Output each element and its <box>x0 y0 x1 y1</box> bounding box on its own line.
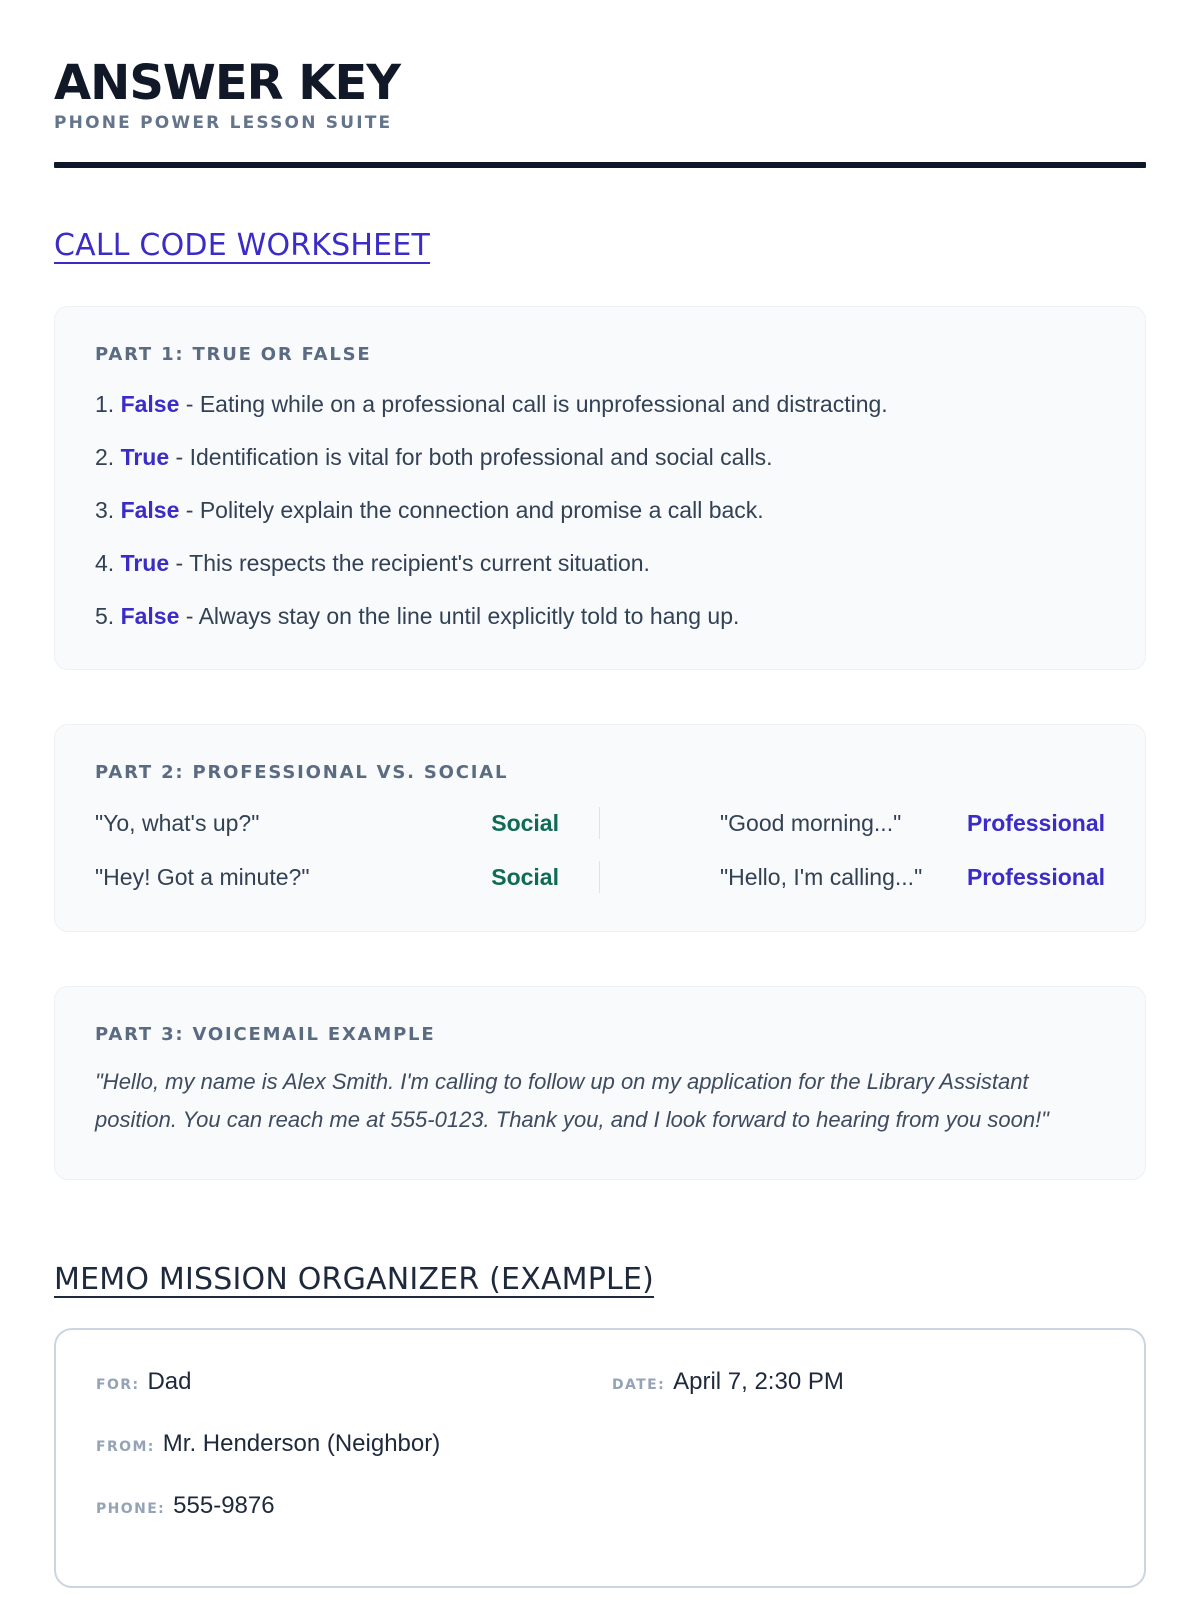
phrase-text: "Hello, I'm calling..." <box>720 863 923 890</box>
phrase-text: "Yo, what's up?" <box>95 809 260 836</box>
tf-item-explanation: - This respects the recipient's current situation. <box>169 550 650 576</box>
phrase-pair <box>95 807 600 839</box>
tf-item <box>95 442 1105 472</box>
tf-item-answer: False <box>120 603 180 629</box>
phrase-pair <box>600 861 1105 893</box>
memo-for-label: FOR: <box>96 1377 140 1393</box>
voicemail-example-text: "Hello, my name is Alex Smith. I'm calling to follow up on my application for the Library Assistant position. You can reach me at 555-0123. Thank you, and I look forward to hearing from you soon!" <box>95 1069 1049 1132</box>
tf-item-answer: True <box>120 444 170 470</box>
phrase-text: "Hey! Got a minute?" <box>95 863 310 890</box>
phrase-category: Professional <box>966 863 1105 890</box>
tf-item-number: 3. <box>95 497 115 523</box>
memo-from-label: FROM: <box>96 1439 155 1455</box>
phrase-category: Social <box>491 863 559 890</box>
tf-item-number: 4. <box>95 550 115 576</box>
tf-item-answer: False <box>120 391 180 417</box>
page-subtitle: PHONE POWER LESSON SUITE <box>54 113 393 133</box>
tf-item-explanation: - Always stay on the line until explicitly told to hang up. <box>179 603 740 629</box>
tf-item <box>95 495 1105 525</box>
tf-item <box>95 601 1105 631</box>
phrase-text: "Good morning..." <box>720 809 902 836</box>
phrase-pair <box>600 807 1105 839</box>
phrase-category: Professional <box>966 809 1105 836</box>
header-divider <box>54 162 1146 168</box>
memo-date-label: DATE: <box>612 1377 666 1393</box>
tf-item-answer: True <box>120 550 170 576</box>
part2-card <box>54 724 1146 932</box>
tf-item-explanation: - Politely explain the connection and promise a call back. <box>179 497 764 523</box>
memo-date-value: April 7, 2:30 PM <box>673 1368 844 1395</box>
part1-card <box>54 306 1146 670</box>
phrase-grid <box>95 807 1105 893</box>
page-header <box>54 0 1146 168</box>
memo-for-value: Dad <box>147 1368 192 1395</box>
tf-item-answer: False <box>120 497 180 523</box>
memo-organizer <box>54 1328 1146 1588</box>
tf-item <box>95 548 1105 578</box>
memo-phone-value: 555-9876 <box>173 1492 275 1519</box>
part3-card <box>54 986 1146 1180</box>
part1-label: PART 1: TRUE OR FALSE <box>95 344 372 365</box>
tf-item-explanation: - Identification is vital for both professional and social calls. <box>169 444 773 470</box>
phrase-category: Social <box>491 809 559 836</box>
memo-phone-label: PHONE: <box>96 1501 166 1517</box>
page-title: ANSWER KEY <box>54 55 401 111</box>
phrase-pair <box>95 861 600 893</box>
memo-row <box>96 1430 1104 1466</box>
memo-row <box>96 1492 1104 1528</box>
tf-item-explanation: - Eating while on a professional call is unprofessional and distracting. <box>179 391 888 417</box>
tf-item-number: 5. <box>95 603 115 629</box>
memo-from-value: Mr. Henderson (Neighbor) <box>162 1430 441 1457</box>
tf-item-number: 1. <box>95 391 115 417</box>
part2-label: PART 2: PROFESSIONAL VS. SOCIAL <box>95 762 509 783</box>
tf-item <box>95 389 1105 419</box>
memo-from-field <box>96 1430 440 1458</box>
memo-phone-field <box>96 1492 275 1520</box>
memo-date-field <box>612 1368 844 1396</box>
tf-item-number: 2. <box>95 444 115 470</box>
part3-label: PART 3: VOICEMAIL EXAMPLE <box>95 1024 436 1045</box>
memo-section-title: MEMO MISSION ORGANIZER (EXAMPLE) <box>54 1262 655 1297</box>
worksheet-title: CALL CODE WORKSHEET <box>54 228 431 263</box>
memo-row <box>96 1368 1104 1404</box>
memo-for-field <box>96 1368 612 1396</box>
